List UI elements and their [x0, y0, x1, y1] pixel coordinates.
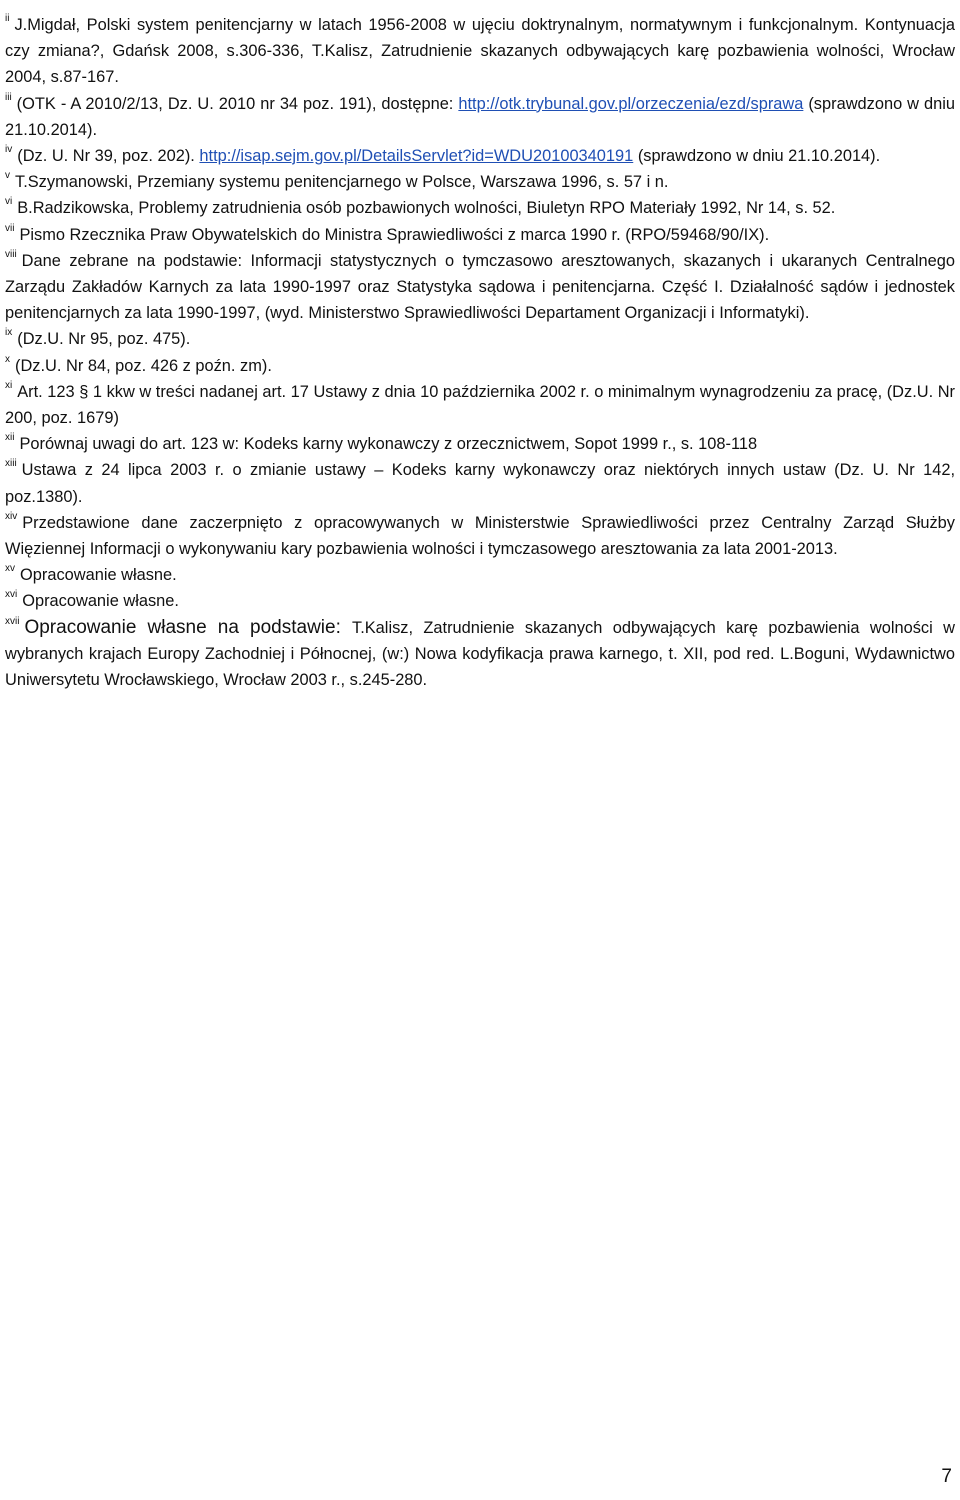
endnote-marker: xii: [5, 432, 15, 444]
endnote-text: B.Radzikowska, Problemy zatrudnienia osób pozbawionych wolności, Biuletyn RPO Materiały 1992, Nr 14, s. 52.: [17, 199, 836, 218]
endnote-xiv: [5, 510, 955, 562]
isap-link[interactable]: http://isap.sejm.gov.pl/DetailsServlet?id=WDU20100340191: [199, 147, 634, 166]
endnote-marker: iv: [5, 144, 13, 156]
endnote-text: Porównaj uwagi do art. 123 w: Kodeks karny wykonawczy z orzecznictwem, Sopot 1999 r., s. 108-118: [19, 435, 758, 454]
endnote-marker: ii: [5, 13, 10, 24]
endnote-xi: [5, 379, 955, 431]
endnote-marker: iii: [5, 91, 12, 103]
endnote-x: [5, 353, 955, 379]
endnote-text: Przedstawione dane zaczerpnięto z opracowywanych w Ministerstwie Sprawiedliwości przez Centralny Zarząd Służby Więziennej Informacji o wykonywaniu kary pozbawienia wolności i tymczasowego aresztowania za lata 2001-2013.: [5, 513, 955, 559]
endnote-xii: [5, 431, 955, 457]
endnote-text: (Dz. U. Nr 39, poz. 202).: [17, 147, 200, 166]
endnote-text: (sprawdzono w dniu 21.10.2014).: [633, 147, 881, 166]
endnote-viii: [5, 248, 955, 327]
endnote-text: (Dz.U. Nr 95, poz. 475).: [17, 330, 191, 349]
endnote-marker: xiii: [5, 458, 17, 470]
endnote-marker: viii: [5, 248, 17, 260]
endnote-text-emphasis: Opracowanie własne na podstawie:: [24, 616, 352, 638]
endnote-text: Art. 123 § 1 kkw w treści nadanej art. 17 Ustawy z dnia 10 października 2002 r. o minimalnym wynagrodzeniu za pracę, (Dz.U. Nr 200, poz. 1679): [5, 382, 955, 428]
endnote-marker: vii: [5, 222, 15, 234]
endnote-marker: xv: [5, 563, 15, 575]
endnotes-list: [5, 12, 955, 693]
endnote-ii: [5, 12, 955, 91]
endnote-text: (Dz.U. Nr 84, poz. 426 z poźn. zm).: [15, 356, 272, 375]
endnote-xiii: [5, 457, 955, 509]
endnote-v: [5, 169, 955, 195]
endnote-marker: ix: [5, 327, 13, 339]
endnote-text: Opracowanie własne.: [22, 592, 179, 611]
endnote-text: Pismo Rzecznika Praw Obywatelskich do Ministra Sprawiedliwości z marca 1990 r. (RPO/59468/90/IX).: [19, 225, 770, 244]
endnote-iv: [5, 143, 955, 169]
endnote-text: Ustawa z 24 lipca 2003 r. o zmianie ustawy – Kodeks karny wykonawczy oraz niektórych innych ustaw (Dz. U. Nr 142, poz.1380).: [5, 461, 955, 506]
endnote-text: (OTK - A 2010/2/13, Dz. U. 2010 nr 34 poz. 191), dostępne:: [16, 94, 459, 113]
endnote-vi: [5, 195, 955, 221]
endnote-xvi: [5, 588, 955, 614]
endnote-text: Dane zebrane na podstawie: Informacji statystycznych o tymczasowo aresztowanych, skazanych i ukaranych Centralnego Zarządu Zakładów Karnych za lata 1990-1997 oraz Statystyka sądowa i penitencjarna. Część I. Działalność sądów i jednostek penitencjarnych za lata 1990-1997, (wyd. Ministerstwo Sprawiedliwości Departament Organizacji i Informatyki).: [5, 251, 955, 323]
endnote-marker: xvii: [5, 615, 20, 627]
page-number: 7: [941, 1466, 952, 1487]
endnote-text: T.Szymanowski, Przemiany systemu penitencjarnego w Polsce, Warszawa 1996, s. 57 i n.: [15, 173, 669, 192]
endnote-iii: [5, 91, 955, 143]
endnote-ix: [5, 326, 955, 352]
endnote-text: J.Migdał, Polski system penitencjarny w latach 1956-2008 w ujęciu doktrynalnym, normatywnym i funkcjonalnym. Kontynuacja czy zmiana?, Gdańsk 2008, s.306-336, T.Kalisz, Zatrudnienie skazanych odbywających karę pozbawienia wolności, Wrocław 2004, s.87-167.: [5, 16, 955, 87]
endnote-vii: [5, 222, 955, 248]
endnote-marker: xi: [5, 379, 13, 391]
endnote-marker: x: [5, 353, 10, 365]
endnote-marker: xvi: [5, 589, 18, 601]
endnote-marker: vi: [5, 196, 13, 208]
endnote-xvii: [5, 615, 955, 694]
endnote-xv: [5, 562, 955, 588]
endnote-text: Opracowanie własne.: [20, 566, 177, 585]
endnote-marker: xiv: [5, 510, 18, 522]
endnote-text: (sprawdzono w dniu 21.10.2014).: [5, 94, 955, 139]
endnote-text: T.Kalisz, Zatrudnienie skazanych odbywających karę pozbawienia wolności w wybranych krajach Europy Zachodniej i Północnej, (w:) Nowa kodyfikacja prawa karnego, t. XII, pod red. L.Boguni, Wydawnictwo Uniwersytetu Wrocławskiego, Wrocław 2003 r., s.245-280.: [5, 618, 955, 690]
endnote-marker: v: [5, 170, 10, 182]
otk-link[interactable]: http://otk.trybunal.gov.pl/orzeczenia/ezd/sprawa: [458, 94, 804, 113]
